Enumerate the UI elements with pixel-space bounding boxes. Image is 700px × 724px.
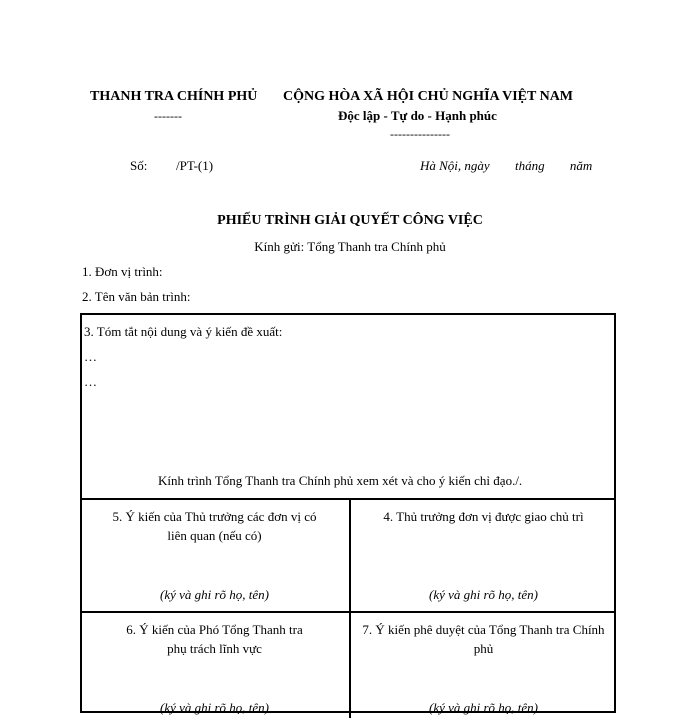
place-date (420, 158, 592, 174)
form-title: PHIẾU TRÌNH GIẢI QUYẾT CÔNG VIỆC (217, 213, 483, 228)
lead-unit-head-cell (351, 500, 616, 611)
signature-note: (ký và ghi rõ họ, tên) (159, 587, 270, 602)
nation-title: CỘNG HÒA XÃ HỘI CHỦ NGHĨA VIỆT NAM (283, 89, 574, 104)
submitting-unit-label: 1. Đơn vị trình: (82, 264, 163, 279)
year-label: năm (569, 158, 593, 173)
month-label: tháng (514, 158, 545, 173)
document-name-label: 2. Tên văn bản trình: (82, 289, 191, 304)
related-units-opinion-cell (82, 500, 347, 611)
place-day: Hà Nội, ngày (420, 158, 490, 173)
signature-note: (ký và ghi rõ họ, tên) (159, 700, 270, 715)
summary-label: 3. Tóm tắt nội dung và ý kiến đề xuất: (84, 324, 283, 339)
inspector-general-approval-cell (351, 613, 616, 724)
signature-note: (ký và ghi rõ họ, tên) (428, 700, 539, 715)
cell-title: 6. Ý kiến của Phó Tổng Thanh tra phụ trách lĩnh vực (126, 622, 303, 656)
motto-divider: --------------- (390, 127, 450, 141)
cell-title: 4. Thủ trưởng đơn vị được giao chủ trì (383, 509, 584, 524)
recipient: Kính gửi: Tổng Thanh tra Chính phủ (254, 239, 446, 254)
submit-request-line: Kính trình Tổng Thanh tra Chính phủ xem xét và cho ý kiến chỉ đạo./. (158, 473, 523, 488)
motto: Độc lập - Tự do - Hạnh phúc (338, 108, 497, 123)
cell-title: 5. Ý kiến của Thủ trưởng các đơn vị có liên quan (nếu có) (112, 509, 317, 543)
summary-ellipsis: … (84, 349, 97, 364)
cell-title: 7. Ý kiến phê duyệt của Tổng Thanh tra Chính phủ (362, 622, 605, 656)
form-table (80, 313, 616, 713)
deputy-inspector-opinion-cell (82, 613, 347, 724)
number-label: Số: (130, 158, 148, 173)
org-name: THANH TRA CHÍNH PHỦ (90, 89, 258, 104)
summary-section (82, 315, 614, 498)
signature-note: (ký và ghi rõ họ, tên) (428, 587, 539, 602)
org-divider: ------- (154, 109, 182, 123)
summary-ellipsis: … (84, 374, 97, 389)
document-code: /PT-(1) (176, 158, 214, 173)
